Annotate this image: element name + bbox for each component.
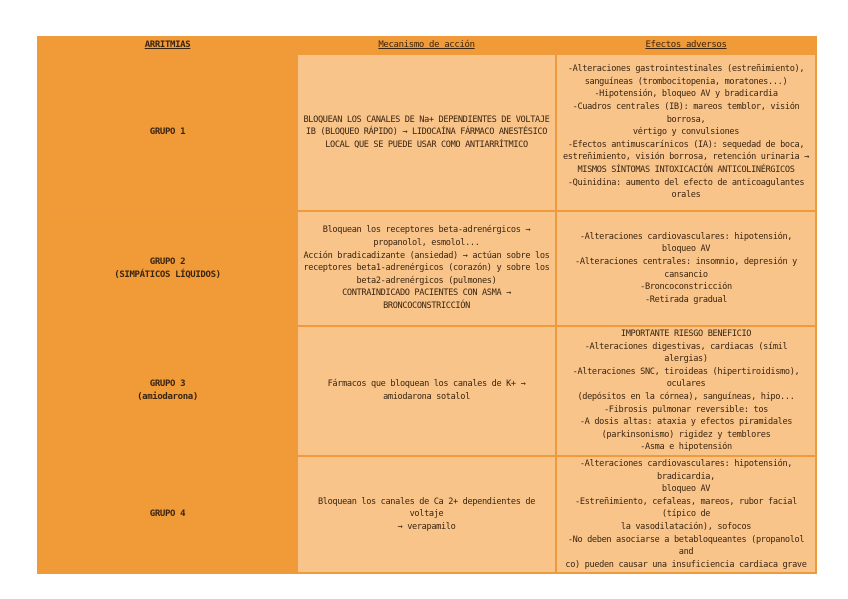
table-row [38,54,816,211]
mechanism-line: BRONCOCONSTRICCIÓN [383,300,470,311]
mechanism-cell [297,211,556,326]
group-cell [38,456,297,573]
table-header-row [38,37,816,54]
effects-line: la vasodilatación), sofocos [620,521,752,532]
effects-line: -Alteraciones cardiovasculares: hipotensión, bradicardia, [579,458,793,482]
effects-line: -Asma e hipotensión [640,442,732,453]
mechanism-line: amiodarona sotalol [383,391,470,402]
effects-line: IMPORTANTE RIESGO BENEFICIO [620,329,752,339]
effects-line: (parkinsonismo) rigidez y temblores [601,429,771,440]
effects-line: co) pueden causar una insuficiencia cardiaca grave [565,559,807,570]
effects-cell [556,211,816,326]
mechanism-line: CONTRAINDICADO PACIENTES CON ASMA → [342,288,511,299]
header-mecanismo: Mecanismo de acción [297,37,556,54]
group-label: GRUPO 4 [149,509,186,520]
group-sublabel: (amiodarona) [137,391,198,402]
mechanism-line: Bloquean los receptores beta-adrenérgicos → [322,225,531,236]
effects-line: -Estreñimiento, cefaleas, mareos, rubor facial (típico de [575,496,797,520]
effects-line: -Cuadros centrales (IB): mareos temblor, visión borrosa, [572,102,800,125]
group-label: GRUPO 1 [149,127,186,138]
effects-line: -Broncoconstricción [640,282,732,293]
effects-line: -Alteraciones SNC, tiroideas (hipertiroidismo), oculares [572,366,800,390]
effects-line: vértigo y convulsiones [632,127,740,138]
effects-line: -Fibrosis pulmonar reversible: tos [603,404,768,415]
mechanism-line: Fármacos que bloquean los canales de K+ → [327,379,526,390]
effects-line: -Alteraciones centrales: insomnio, depresión y cansancio [575,256,797,280]
effects-line: -No deben asociarse a betabloqueantes (propanolol and [567,534,805,558]
mechanism-line: LOCAL QUE SE PUEDE USAR COMO ANTIARRÍTMICO [325,139,528,150]
arritmias-table [37,36,817,574]
header-arritmias: ARRITMIAS [38,37,297,54]
mechanism-cell [297,456,556,573]
mechanism-line: beta2-adrenérgicos (pulmones) [356,275,497,286]
table-row [38,211,816,326]
mechanism-line: Bloquean los canales de Ca 2+ dependientes de voltaje [317,496,536,520]
effects-line: -Retirada gradual [644,294,727,305]
group-label: GRUPO 2 [149,256,186,267]
effects-line: MISMOS SÍNTOMAS INTOXICACIÓN ANTICOLINÉRGICOS [577,164,795,175]
effects-line: orales [671,190,701,201]
effects-cell [556,326,816,456]
group-sublabel: (SIMPÁTICOS LÍQUIDOS) [114,269,221,280]
group-label: GRUPO 3 [149,379,186,390]
mechanism-line: IB (BLOQUEO RÁPIDO) → LIDOCAÍNA FÁRMACO ANESTÉSICO [305,127,548,138]
mechanism-cell [297,54,556,211]
effects-line: bloqueo AV [661,484,711,495]
header-efectos: Efectos adversos [556,37,816,54]
effects-line: -Quinidina: aumento del efecto de anticoagulantes [567,177,805,188]
effects-line: estreñimiento, visión borrosa, retención urinaria → [562,152,810,163]
mechanism-line: → verapamilo [397,521,456,532]
effects-cell [556,54,816,211]
table-row [38,456,816,573]
group-cell [38,211,297,326]
effects-line: -Hipotensión, bloqueo AV y bradicardia [594,89,778,100]
table-row [38,326,816,456]
mechanism-cell [297,326,556,456]
effects-line: -Alteraciones digestivas, cardiacas (símil alergias) [584,341,788,365]
mechanism-line: propanolol, esmolol... [373,238,480,249]
effects-line: -Alteraciones cardiovasculares: hipotensión, bloqueo AV [579,231,793,255]
effects-line: sanguíneas (trombocitopenia, moratones...) [584,76,788,87]
effects-cell [556,456,816,573]
effects-line: -A dosis altas: ataxia y efectos piramidales [579,417,793,428]
effects-line: (depósitos en la córnea), sanguíneas, hipo... [577,391,795,402]
group-cell [38,326,297,456]
effects-line: -Efectos antimuscarínicos (IA): sequedad de boca, [567,139,805,150]
mechanism-line: Acción bradicadizante (ansiedad) → actúan sobre los [303,250,550,261]
group-cell [38,54,297,211]
mechanism-line: receptores beta1-adrenérgicos (corazón) y sobre los [303,263,550,274]
mechanism-line: BLOQUEAN LOS CANALES DE Na+ DEPENDIENTES DE VOLTAJE [303,114,550,125]
effects-line: -Alteraciones gastrointestinales (estreñimiento), [567,64,805,75]
